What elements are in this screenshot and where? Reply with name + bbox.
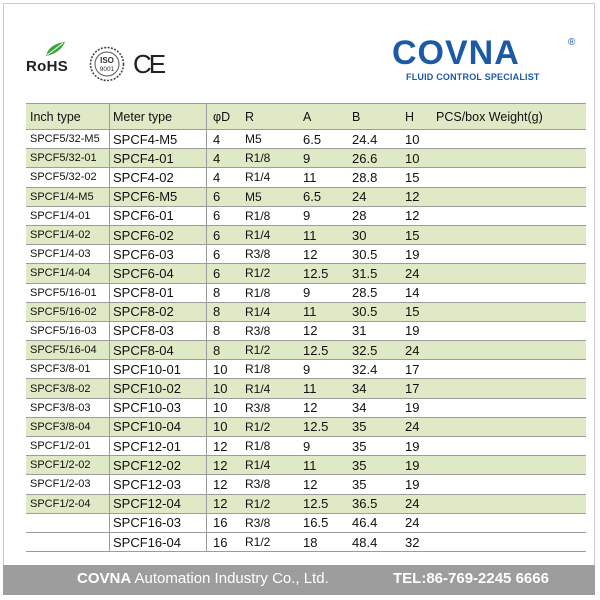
cell-a: 12 — [303, 400, 318, 416]
cell-b: 32.4 — [352, 361, 378, 377]
cell-inch: SPCF5/32-M5 — [30, 133, 100, 146]
column-divider — [109, 399, 110, 417]
table-row — [26, 341, 586, 360]
cell-inch: SPCF5/16-02 — [30, 305, 97, 318]
column-divider — [109, 188, 110, 206]
column-divider — [109, 475, 110, 493]
cell-inch: SPCF3/8-04 — [30, 420, 91, 433]
cell-a: 9 — [303, 438, 311, 454]
cell-a: 12 — [303, 476, 318, 492]
cell-a: 12 — [303, 246, 318, 262]
cell-h: 19 — [405, 246, 420, 262]
cell-b: 48.4 — [352, 534, 378, 550]
rohs-logo — [26, 41, 80, 77]
table-row — [26, 495, 586, 514]
spec-table — [26, 103, 586, 552]
table-row — [26, 168, 586, 187]
cell-h: 15 — [405, 227, 420, 243]
cell-h: 19 — [405, 323, 420, 339]
column-divider — [206, 379, 207, 397]
cell-meter: SPCF12-01 — [113, 438, 181, 454]
cell-r: R1/8 — [245, 362, 271, 377]
company-name: COVNA Automation Industry Co., Ltd. — [77, 570, 329, 587]
cell-meter: SPCF12-03 — [113, 476, 181, 492]
cell-a: 11 — [303, 304, 317, 320]
cell-b: 32.5 — [352, 342, 378, 358]
table-row — [26, 514, 586, 533]
column-divider — [206, 456, 207, 474]
cell-h: 24 — [405, 496, 420, 512]
table-header-row — [26, 103, 586, 130]
column-divider — [109, 514, 110, 532]
column-divider — [109, 226, 110, 244]
cell-a: 18 — [303, 534, 318, 550]
cell-inch: SPCF5/32-01 — [30, 152, 97, 165]
cell-d: 8 — [213, 285, 221, 301]
column-divider — [206, 188, 207, 206]
table-row — [26, 303, 586, 322]
column-divider — [206, 104, 207, 129]
cell-a: 6.5 — [303, 131, 322, 147]
cell-h: 19 — [405, 400, 420, 416]
brand-tagline: FLUID CONTROL SPECIALIST — [406, 72, 540, 82]
column-divider — [109, 130, 110, 148]
cell-a: 9 — [303, 285, 311, 301]
cell-a: 12 — [303, 323, 318, 339]
column-divider — [109, 418, 110, 436]
column-divider — [206, 418, 207, 436]
header-inch-type: Inch type — [30, 109, 81, 124]
table-row — [26, 437, 586, 456]
cell-b: 28.8 — [352, 169, 378, 185]
cell-r: R1/4 — [245, 170, 271, 185]
table-row — [26, 264, 586, 283]
cell-d: 8 — [213, 304, 221, 320]
cell-inch: SPCF1/2-01 — [30, 440, 91, 453]
brand-logo — [392, 34, 577, 84]
table-row — [26, 533, 586, 552]
cell-d: 10 — [213, 381, 228, 397]
cell-r: R1/2 — [245, 419, 271, 434]
cell-b: 35 — [352, 457, 367, 473]
cell-r: R3/8 — [245, 247, 271, 262]
header-r: R — [245, 109, 255, 124]
column-divider — [206, 149, 207, 167]
cell-h: 15 — [405, 304, 420, 320]
cell-meter: SPCF4-01 — [113, 150, 174, 166]
column-divider — [206, 533, 207, 551]
cell-inch: SPCF5/16-04 — [30, 344, 97, 357]
cell-meter: SPCF6-01 — [113, 208, 174, 224]
cell-d: 16 — [213, 515, 228, 531]
cell-b: 46.4 — [352, 515, 378, 531]
cell-a: 12.5 — [303, 419, 329, 435]
column-divider — [206, 245, 207, 263]
cell-a: 9 — [303, 208, 311, 224]
column-divider — [206, 303, 207, 321]
cell-b: 34 — [352, 400, 367, 416]
header-meter-type: Meter type — [113, 109, 173, 124]
cell-h: 24 — [405, 419, 420, 435]
header-a: A — [303, 109, 312, 124]
column-divider — [206, 437, 207, 455]
cell-meter: SPCF10-01 — [113, 361, 181, 377]
column-divider — [109, 284, 110, 302]
cell-r: R1/4 — [245, 381, 271, 396]
column-divider — [109, 437, 110, 455]
header-b: B — [352, 109, 361, 124]
cell-meter: SPCF10-03 — [113, 400, 181, 416]
cell-h: 32 — [405, 534, 420, 550]
leaf-icon — [44, 41, 66, 57]
cell-a: 12.5 — [303, 496, 329, 512]
cell-h: 19 — [405, 438, 420, 454]
cell-meter: SPCF8-01 — [113, 285, 174, 301]
column-divider — [206, 226, 207, 244]
cell-b: 24.4 — [352, 131, 378, 147]
cell-h: 19 — [405, 476, 420, 492]
cell-b: 35 — [352, 438, 367, 454]
cell-r: R3/8 — [245, 515, 271, 530]
cell-r: R1/8 — [245, 285, 271, 300]
column-divider — [206, 284, 207, 302]
cell-r: R3/8 — [245, 477, 271, 492]
column-divider — [109, 303, 110, 321]
table-row — [26, 226, 586, 245]
cell-inch: SPCF1/2-02 — [30, 459, 91, 472]
table-row — [26, 456, 586, 475]
table-row — [26, 149, 586, 168]
column-divider — [109, 264, 110, 282]
cell-meter: SPCF4-02 — [113, 169, 174, 185]
cell-r: R1/4 — [245, 458, 271, 473]
cell-inch: SPCF1/4-04 — [30, 267, 91, 280]
cell-d: 6 — [213, 227, 221, 243]
table-row — [26, 379, 586, 398]
column-divider — [109, 207, 110, 225]
cell-h: 24 — [405, 265, 420, 281]
cell-h: 14 — [405, 285, 420, 301]
cell-d: 6 — [213, 208, 221, 224]
cell-meter: SPCF12-02 — [113, 457, 181, 473]
cell-meter: SPCF6-04 — [113, 265, 174, 281]
registered-mark: ® — [568, 37, 576, 48]
cell-a: 12.5 — [303, 342, 329, 358]
cell-r: R1/2 — [245, 343, 271, 358]
cell-inch: SPCF1/4-M5 — [30, 190, 94, 203]
column-divider — [109, 379, 110, 397]
cell-r: R1/2 — [245, 535, 271, 550]
column-divider — [206, 168, 207, 186]
cell-h: 15 — [405, 169, 420, 185]
header-h: H — [405, 109, 415, 124]
cell-r: R1/8 — [245, 151, 271, 166]
svg-text:ISO: ISO — [100, 56, 114, 65]
cell-b: 28 — [352, 208, 367, 224]
cell-inch: SPCF1/2-04 — [30, 497, 91, 510]
cell-b: 31 — [352, 323, 367, 339]
iso-9001-seal — [89, 46, 125, 82]
cell-b: 26.6 — [352, 150, 378, 166]
cell-meter: SPCF6-03 — [113, 246, 174, 262]
column-divider — [206, 322, 207, 340]
cell-meter: SPCF4-M5 — [113, 131, 178, 147]
cell-meter: SPCF16-04 — [113, 534, 181, 550]
cell-r: R1/8 — [245, 439, 271, 454]
column-divider — [109, 245, 110, 263]
cell-d: 6 — [213, 189, 221, 205]
cell-meter: SPCF8-03 — [113, 323, 174, 339]
table-row — [26, 245, 586, 264]
cell-r: R1/8 — [245, 208, 271, 223]
column-divider — [206, 360, 207, 378]
cell-b: 30 — [352, 227, 367, 243]
column-divider — [109, 168, 110, 186]
cell-d: 12 — [213, 476, 228, 492]
cell-meter: SPCF8-02 — [113, 304, 174, 320]
cell-h: 12 — [405, 189, 420, 205]
cell-a: 16.5 — [303, 515, 329, 531]
cell-r: M5 — [245, 132, 262, 147]
table-body — [26, 130, 586, 552]
cell-d: 6 — [213, 265, 221, 281]
cell-a: 11 — [303, 381, 317, 397]
column-divider — [206, 495, 207, 513]
cell-d: 10 — [213, 419, 228, 435]
column-divider — [109, 456, 110, 474]
rohs-text: RoHS — [26, 58, 69, 75]
cell-d: 16 — [213, 534, 228, 550]
cell-b: 35 — [352, 419, 367, 435]
cell-meter: SPCF16-03 — [113, 515, 181, 531]
cell-meter: SPCF10-04 — [113, 419, 181, 435]
cell-a: 9 — [303, 361, 311, 377]
cell-meter: SPCF8-04 — [113, 342, 174, 358]
cell-h: 10 — [405, 150, 420, 166]
cell-inch: SPCF5/16-01 — [30, 286, 97, 299]
column-divider — [109, 360, 110, 378]
cell-inch: SPCF1/4-01 — [30, 209, 91, 222]
table-row — [26, 322, 586, 341]
cell-r: R1/2 — [245, 496, 271, 511]
cell-a: 12.5 — [303, 265, 329, 281]
cell-inch: SPCF1/4-03 — [30, 248, 91, 261]
table-row — [26, 207, 586, 226]
table-row — [26, 284, 586, 303]
column-divider — [206, 475, 207, 493]
cell-h: 24 — [405, 342, 420, 358]
cell-r: R1/4 — [245, 304, 271, 319]
cell-inch: SPCF5/32-02 — [30, 171, 97, 184]
brand-name: COVNA — [392, 34, 520, 72]
cell-b: 24 — [352, 189, 367, 205]
cell-a: 11 — [303, 227, 317, 243]
table-row — [26, 399, 586, 418]
cell-b: 30.5 — [352, 304, 378, 320]
cell-b: 31.5 — [352, 265, 378, 281]
cell-inch: SPCF3/8-01 — [30, 363, 91, 376]
cell-b: 28.5 — [352, 285, 378, 301]
column-divider — [109, 533, 110, 551]
column-divider — [109, 149, 110, 167]
cell-inch: SPCF1/2-03 — [30, 478, 91, 491]
footer-bar — [3, 565, 595, 595]
cell-d: 4 — [213, 150, 221, 166]
column-divider — [206, 207, 207, 225]
cell-r: R1/2 — [245, 266, 271, 281]
column-divider — [206, 399, 207, 417]
cell-r: R3/8 — [245, 400, 271, 415]
cell-h: 24 — [405, 515, 420, 531]
column-divider — [109, 322, 110, 340]
column-divider — [109, 104, 110, 129]
cell-r: R1/4 — [245, 228, 271, 243]
svg-text:9001: 9001 — [99, 66, 115, 73]
cell-b: 36.5 — [352, 496, 378, 512]
column-divider — [109, 341, 110, 359]
column-divider — [206, 514, 207, 532]
cell-h: 17 — [405, 381, 420, 397]
column-divider — [206, 264, 207, 282]
cell-meter: SPCF12-04 — [113, 496, 181, 512]
column-divider — [109, 495, 110, 513]
cell-a: 6.5 — [303, 189, 322, 205]
cell-h: 12 — [405, 208, 420, 224]
cell-inch: SPCF1/4-02 — [30, 229, 91, 242]
table-row — [26, 360, 586, 379]
telephone: TEL:86-769-2245 6666 — [393, 570, 549, 587]
cell-d: 12 — [213, 457, 228, 473]
ce-mark: CE — [133, 49, 164, 79]
cell-d: 8 — [213, 323, 221, 339]
cell-d: 10 — [213, 400, 228, 416]
table-row — [26, 130, 586, 149]
cell-r: M5 — [245, 189, 262, 204]
cell-a: 9 — [303, 150, 311, 166]
table-row — [26, 188, 586, 207]
cell-d: 4 — [213, 169, 221, 185]
cell-d: 6 — [213, 246, 221, 262]
cell-a: 11 — [303, 457, 317, 473]
cell-d: 4 — [213, 131, 221, 147]
cell-d: 10 — [213, 361, 228, 377]
cell-d: 12 — [213, 438, 228, 454]
cell-d: 8 — [213, 342, 221, 358]
table-row — [26, 418, 586, 437]
cell-meter: SPCF6-02 — [113, 227, 174, 243]
cell-inch: SPCF5/16-03 — [30, 324, 97, 337]
cell-b: 35 — [352, 476, 367, 492]
cell-inch: SPCF3/8-02 — [30, 382, 91, 395]
header-diameter: φD — [213, 109, 231, 124]
cell-r: R3/8 — [245, 323, 271, 338]
cell-b: 30.5 — [352, 246, 378, 262]
column-divider — [206, 341, 207, 359]
table-row — [26, 475, 586, 494]
cell-h: 19 — [405, 457, 420, 473]
cell-h: 17 — [405, 361, 420, 377]
header-pcs-weight: PCS/box Weight(g) — [436, 109, 543, 124]
cell-meter: SPCF6-M5 — [113, 189, 178, 205]
cell-d: 12 — [213, 496, 228, 512]
cell-b: 34 — [352, 381, 367, 397]
column-divider — [206, 130, 207, 148]
cell-h: 10 — [405, 131, 420, 147]
cell-inch: SPCF3/8-03 — [30, 401, 91, 414]
cell-meter: SPCF10-02 — [113, 381, 181, 397]
cell-a: 11 — [303, 169, 317, 185]
